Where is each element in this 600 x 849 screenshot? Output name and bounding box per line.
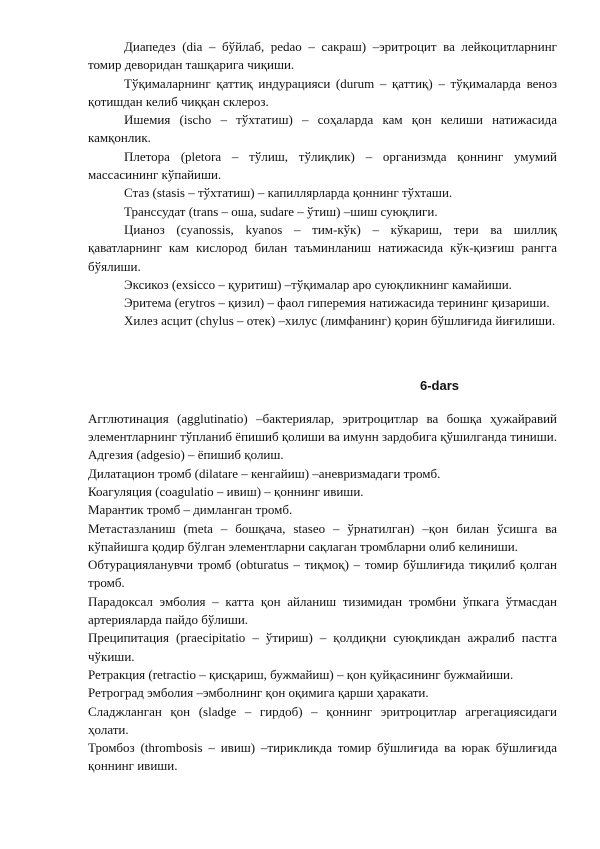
term-paragraph: Эритема (erytros – қизил) – фаол гиперемия натижасида терининг қизариши. [124,295,550,311]
term-paragraph: Диапедез (dia – бўйлаб, pedao – сакраш) –эритроцит ва лейкоцитларнинг томир деворидан ташқарига чиқиши. [88,39,557,73]
term-paragraph: Марантик тромб – димланган тромб. [88,502,293,518]
term-paragraph: Стаз (stasis – тўхтатиш) – капиллярларда қоннинг тўхташи. [124,185,453,201]
term-paragraph: Агглютинация (agglutinatio) –бактериялар, эритроцитлар ва бошқа ҳужайравий элементларнинг тўпланиб ёпишиб қолиши ва имунн зардобига қўшилганда тиниши. [88,410,557,445]
term-paragraph: Хилез асцит (chylus – отек) –хилус (лимфанинг) қорин бўшлиғида йиғилиши. [124,313,556,329]
term-paragraph: Транссудат (trans – оша, sudare – ўтиш) –шиш суюқлиги. [124,203,438,219]
term-paragraph: Обтурацияланувчи тромб (obturatus – тиқмоқ) – томир бўшлиғида тиқилиб қолган тромб. [88,557,557,591]
term-paragraph: Тўқималарнинг қаттиқ индурацияси (durum – қаттиқ) – тўқималарда веноз қотишдан келиб чиққан склероз. [88,75,557,109]
section-2 [88,410,557,776]
section-heading: 6-dars [419,377,459,393]
term-paragraph: Сладжланган қон (sladge – гирдоб) – қоннинг эритроцитлар агрегациясидаги ҳолати. [88,703,557,737]
term-paragraph: Эксикоз (exsicco – қуритиш) –тўқималар аро суюқликнинг камайиши. [124,276,512,292]
term-paragraph: Ретроград эмболия –эмболнинг қон оқимига қарши ҳаракати. [88,685,429,701]
blank-line [88,331,557,353]
term-paragraph: Дилатацион тромб (dilatare – кенгайиш) –аневризмадаги тромб. [88,465,441,481]
term-paragraph: Ишемия (ischo – тўхтатиш) – соҳаларда кам қон келиши натижасида камқонлик. [88,112,557,146]
term-paragraph: Адгезия (adgesio) – ёпишиб қолиш. [88,447,284,463]
term-paragraph: Цианоз (cyanossis, kyanos – тим-кўк) – кўкариш, тери ва шиллиқ қаватларнинг кам кислород билан таъминланиш натижасида кўк-қизғиш рангга бўялиши. [88,221,557,274]
term-paragraph: Метастазланиш (meta – бошқача, staseo – ўрнатилган) –қон билан ўсишга ва кўпайишга қодир бўлган элементларни сақлаган тромбларни олиб келиниши. [88,520,557,554]
term-paragraph: Коагуляция (coagulatio – ивиш) – қоннинг ивиши. [88,483,364,499]
term-paragraph: Плетора (pletora – тўлиш, тўлиқлик) – организмда қоннинг умумий массасининг кўпайиши. [88,148,557,183]
document-page [88,38,557,776]
term-paragraph: Преципитация (praecipitatio – ўтириш) – қолдиқни суюқликдан ажралиб пастга чўкиши. [88,630,557,664]
term-paragraph: Тромбоз (thrombosis – ивиш) –тирикликда томир бўшлиғида ва юрак бўшлиғида қоннинг ивиши. [88,740,557,774]
term-paragraph: Парадоксал эмболия – катта қон айланиш тизимидан тромбни ўпкага ўтмасдан артерияларда пайдо бўлиши. [88,593,557,628]
section-1 [88,38,557,331]
term-paragraph: Ретракция (retractio – қисқариш, бужмайиш) – қон қуйқасининг бужмайиши. [88,666,514,682]
